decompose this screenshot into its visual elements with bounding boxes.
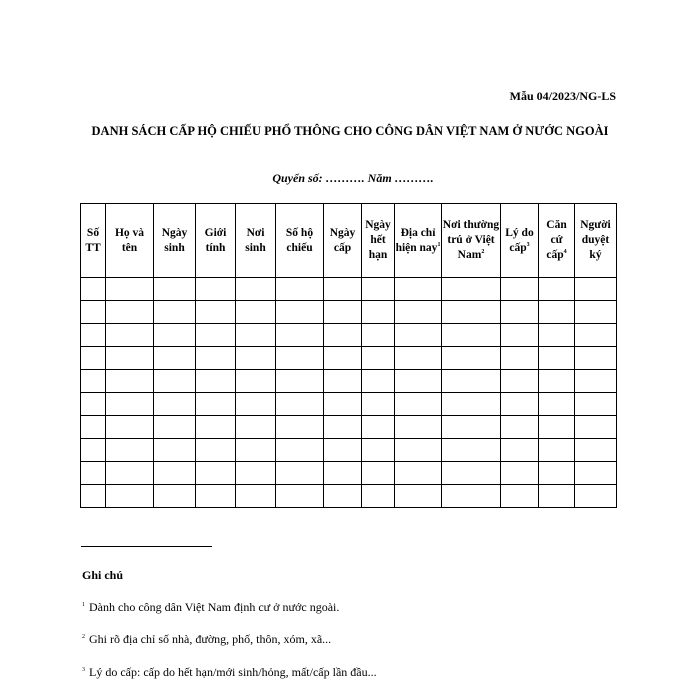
table-cell — [276, 324, 324, 347]
table-cell — [196, 393, 236, 416]
table-cell — [106, 416, 154, 439]
table-cell — [501, 485, 539, 508]
column-header — [154, 204, 196, 278]
table-cell — [324, 462, 362, 485]
column-header-label: Lý do cấp — [505, 226, 534, 254]
table-cell — [575, 416, 617, 439]
table-cell — [539, 439, 575, 462]
table-cell — [276, 393, 324, 416]
table-cell — [539, 278, 575, 301]
table-cell — [196, 278, 236, 301]
table-row — [81, 370, 617, 393]
column-header-note: 2 — [481, 249, 485, 256]
table-cell — [236, 278, 276, 301]
notes-title: Ghi chú — [82, 568, 124, 582]
table-cell — [106, 393, 154, 416]
table-cell — [395, 485, 442, 508]
footnote-3 — [82, 665, 377, 680]
table-cell — [539, 324, 575, 347]
table-cell — [276, 416, 324, 439]
column-header-label: Ngày sinh — [161, 226, 188, 254]
table-cell — [442, 347, 501, 370]
table-cell — [196, 370, 236, 393]
table-cell — [442, 324, 501, 347]
table-cell — [324, 370, 362, 393]
table-cell — [575, 301, 617, 324]
table-cell — [442, 393, 501, 416]
column-header-label: Giới tính — [204, 226, 227, 254]
table-cell — [395, 278, 442, 301]
table-cell — [442, 278, 501, 301]
table-cell — [106, 485, 154, 508]
table-cell — [501, 324, 539, 347]
table-row — [81, 393, 617, 416]
table-cell — [276, 301, 324, 324]
table-cell — [539, 393, 575, 416]
table-cell — [362, 485, 395, 508]
table-cell — [395, 324, 442, 347]
table-cell — [575, 462, 617, 485]
table-cell — [236, 370, 276, 393]
table-cell — [442, 439, 501, 462]
table-cell — [501, 347, 539, 370]
footnote-number: 2 — [82, 634, 85, 640]
table-cell — [501, 370, 539, 393]
document-title: DANH SÁCH CẤP HỘ CHIẾU PHỔ THÔNG CHO CÔNG DÂN VIỆT NAM Ở NƯỚC NGOÀI — [91, 124, 609, 138]
table-cell — [81, 370, 106, 393]
table-cell — [154, 485, 196, 508]
table-cell — [276, 462, 324, 485]
table-cell — [324, 393, 362, 416]
table-cell — [362, 301, 395, 324]
table-cell — [154, 416, 196, 439]
table-cell — [575, 347, 617, 370]
table-row — [81, 301, 617, 324]
table-cell — [154, 462, 196, 485]
column-header — [362, 204, 395, 278]
table-cell — [324, 347, 362, 370]
column-header-label: Số TT — [85, 226, 101, 254]
column-header-label: Căn cứ cấp — [546, 219, 567, 261]
column-header — [395, 204, 442, 278]
table-cell — [324, 301, 362, 324]
table-cell — [276, 485, 324, 508]
table-cell — [81, 278, 106, 301]
footnote-number: 3 — [82, 667, 85, 673]
table-cell — [442, 462, 501, 485]
table-row — [81, 324, 617, 347]
table-cell — [501, 278, 539, 301]
footnote-1 — [82, 600, 339, 615]
table-cell — [324, 278, 362, 301]
table-cell — [362, 324, 395, 347]
table-cell — [196, 462, 236, 485]
column-header-label: Họ và tên — [114, 226, 145, 254]
table-row — [81, 278, 617, 301]
table-row — [81, 416, 617, 439]
table-cell — [81, 393, 106, 416]
column-header-label: Số hộ chiếu — [285, 226, 314, 254]
table-cell — [236, 301, 276, 324]
table-cell — [106, 370, 154, 393]
table-cell — [106, 278, 154, 301]
table-cell — [236, 416, 276, 439]
column-header-label: Nơi sinh — [245, 226, 266, 254]
table-cell — [81, 301, 106, 324]
table-row — [81, 462, 617, 485]
table-cell — [501, 462, 539, 485]
table-cell — [81, 485, 106, 508]
table-cell — [276, 370, 324, 393]
table-body — [81, 278, 617, 508]
table-cell — [236, 347, 276, 370]
table-cell — [276, 278, 324, 301]
table-cell — [236, 324, 276, 347]
column-header-label: Nơi thường trú ở Việt Nam — [442, 219, 500, 261]
table-cell — [501, 301, 539, 324]
table-cell — [276, 439, 324, 462]
table-cell — [442, 485, 501, 508]
table-cell — [236, 393, 276, 416]
table-cell — [81, 462, 106, 485]
column-header-note: 4 — [563, 249, 567, 256]
table-row — [81, 439, 617, 462]
table-cell — [442, 301, 501, 324]
book-number-line: Quyển số: ………. Năm ………. — [272, 171, 434, 185]
table-cell — [196, 347, 236, 370]
column-header-label: Địa chỉ hiện nay — [395, 226, 438, 254]
table-cell — [324, 485, 362, 508]
table-cell — [539, 462, 575, 485]
column-header — [81, 204, 106, 278]
table-cell — [395, 370, 442, 393]
table-cell — [196, 301, 236, 324]
table-cell — [196, 324, 236, 347]
footnote-number: 1 — [82, 602, 85, 608]
table-cell — [362, 347, 395, 370]
table-cell — [324, 416, 362, 439]
table-cell — [539, 347, 575, 370]
column-header-note: 1 — [437, 241, 441, 248]
table-cell — [575, 370, 617, 393]
table-cell — [395, 462, 442, 485]
footnote-text: Ghi rõ địa chỉ số nhà, đường, phố, thôn, xóm, xã... — [89, 632, 332, 646]
table-cell — [501, 393, 539, 416]
column-header — [442, 204, 501, 278]
table-cell — [196, 485, 236, 508]
column-header — [276, 204, 324, 278]
table-cell — [442, 416, 501, 439]
table-cell — [324, 324, 362, 347]
table-cell — [539, 301, 575, 324]
column-header-label: Ngày cấp — [329, 226, 356, 254]
table-cell — [154, 439, 196, 462]
table-cell — [362, 416, 395, 439]
table-cell — [154, 301, 196, 324]
column-header — [324, 204, 362, 278]
table-cell — [106, 462, 154, 485]
table-row — [81, 485, 617, 508]
table-cell — [575, 393, 617, 416]
table-cell — [442, 370, 501, 393]
table-cell — [575, 439, 617, 462]
table-cell — [395, 439, 442, 462]
table-cell — [81, 324, 106, 347]
table-cell — [236, 485, 276, 508]
column-header-label: Người duyệt ký — [580, 219, 611, 261]
table-cell — [106, 324, 154, 347]
table-cell — [539, 485, 575, 508]
footnote-2 — [82, 632, 331, 647]
footnote-divider — [81, 546, 212, 547]
passport-list-table — [80, 203, 617, 508]
table-cell — [154, 370, 196, 393]
table-cell — [575, 324, 617, 347]
table-cell — [395, 393, 442, 416]
table-cell — [539, 416, 575, 439]
column-header — [236, 204, 276, 278]
table-cell — [395, 301, 442, 324]
table-cell — [575, 485, 617, 508]
table-cell — [501, 416, 539, 439]
table-cell — [236, 462, 276, 485]
table-cell — [81, 347, 106, 370]
table-cell — [106, 439, 154, 462]
column-header — [501, 204, 539, 278]
table-cell — [276, 347, 324, 370]
table-cell — [501, 439, 539, 462]
column-header-label: Ngày hết hạn — [365, 219, 391, 261]
table-cell — [395, 347, 442, 370]
table-cell — [362, 439, 395, 462]
table-cell — [324, 439, 362, 462]
table-cell — [196, 439, 236, 462]
table-cell — [106, 301, 154, 324]
table-cell — [154, 278, 196, 301]
table-cell — [81, 416, 106, 439]
footnote-text: Lý do cấp: cấp do hết hạn/mới sinh/hỏng, mất/cấp lần đầu... — [89, 665, 377, 679]
column-header — [196, 204, 236, 278]
table-header-row — [81, 204, 617, 278]
column-header — [539, 204, 575, 278]
footnote-text: Dành cho công dân Việt Nam định cư ở nước ngoài. — [89, 600, 340, 614]
column-header — [575, 204, 617, 278]
table-cell — [362, 393, 395, 416]
table-cell — [154, 347, 196, 370]
table-cell — [236, 439, 276, 462]
table-row — [81, 347, 617, 370]
table-cell — [539, 370, 575, 393]
table-cell — [154, 393, 196, 416]
table-cell — [362, 278, 395, 301]
column-header-note: 3 — [526, 241, 530, 248]
table-cell — [395, 416, 442, 439]
form-code: Mẫu 04/2023/NG-LS — [509, 89, 616, 103]
table-cell — [575, 278, 617, 301]
table-cell — [81, 439, 106, 462]
table-cell — [106, 347, 154, 370]
table-cell — [196, 416, 236, 439]
table-cell — [362, 462, 395, 485]
table-cell — [362, 370, 395, 393]
column-header — [106, 204, 154, 278]
table-cell — [154, 324, 196, 347]
